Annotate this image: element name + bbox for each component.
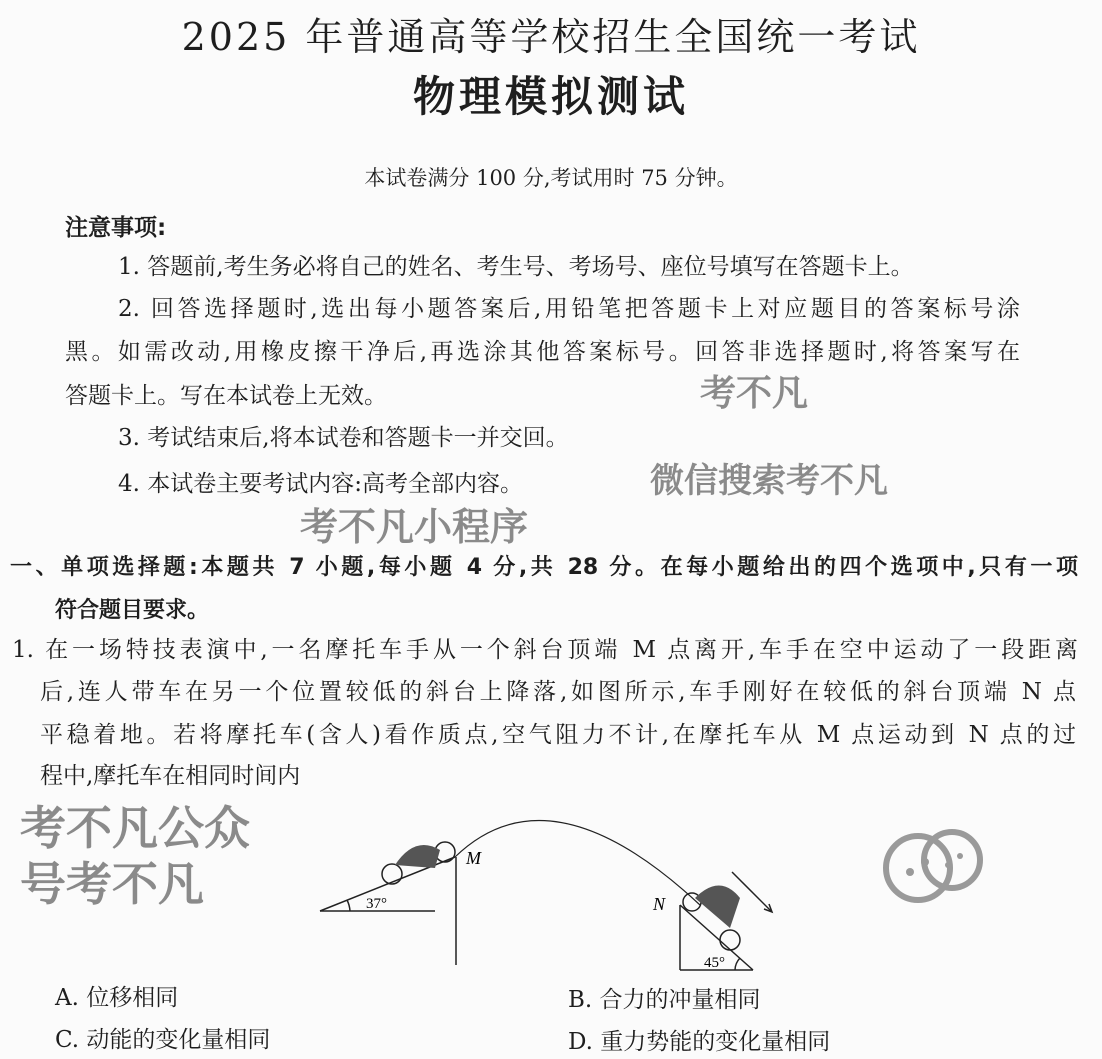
label-m: M [466,848,481,868]
exam-info: 本试卷满分 100 分,考试用时 75 分钟。 [364,166,738,190]
notice-line: 4. 本试卷主要考试内容:高考全部内容。 [118,471,524,497]
watermark: 微信搜索考不凡 [650,461,888,501]
angle-right: 45° [704,955,725,971]
question-text: 1. 在一场特技表演中,一名摩托车手从一个斜台顶端 M 点离开,车手在空中运动了一段距离 [12,637,1078,663]
notice-line: 答题卡上。写在本试卷上无效。 [65,383,387,409]
watermark: 考不凡 [700,373,809,414]
exam-title: 2025 年普通高等学校招生全国统一考试 [181,15,921,59]
section-heading: 一、单项选择题:本题共 7 小题,每小题 4 分,共 28 分。在每小题给出的四个选项中,只有一项 [10,555,1078,580]
angle-left: 37° [366,896,387,912]
trajectory [455,821,700,905]
option-a: A. 位移相同 [55,985,179,1011]
option-b: B. 合力的冲量相同 [568,987,761,1013]
question-text: 后,连人带车在另一个位置较低的斜台上降落,如图所示,车手刚好在较低的斜台顶端 N 点 [40,679,1076,705]
section-heading: 符合题目要求。 [55,598,210,623]
notice-line: 2. 回答选择题时,选出每小题答案后,用铅笔把答题卡上对应题目的答案标号涂 [118,296,1020,322]
arrow-icon [732,872,772,912]
question-text: 程中,摩托车在相同时间内 [40,763,301,789]
wechat-logo-watermark [880,820,990,920]
question-figure [280,790,800,980]
watermark: 考不凡小程序 [300,505,529,549]
exam-subtitle: 物理模拟测试 [412,72,689,121]
question-text: 平稳着地。若将摩托车(含人)看作质点,空气阻力不计,在摩托车从 M 点运动到 N 点的过 [40,722,1076,748]
option-d: D. 重力势能的变化量相同 [568,1029,831,1055]
watermark: 考不凡公众号考不凡 [20,801,250,911]
label-n: N [653,894,666,914]
notice-line: 1. 答题前,考生务必将自己的姓名、考生号、考场号、座位号填写在答题卡上。 [118,254,914,280]
notice-line: 3. 考试结束后,将本试卷和答题卡一并交回。 [118,425,569,451]
notice-line: 黑。如需改动,用橡皮擦干净后,再选涂其他答案标号。回答非选择题时,将答案写在 [65,339,1020,365]
notice-heading: 注意事项: [65,215,167,241]
option-c: C. 动能的变化量相同 [55,1027,271,1053]
motorcycle-wheel [382,864,402,884]
